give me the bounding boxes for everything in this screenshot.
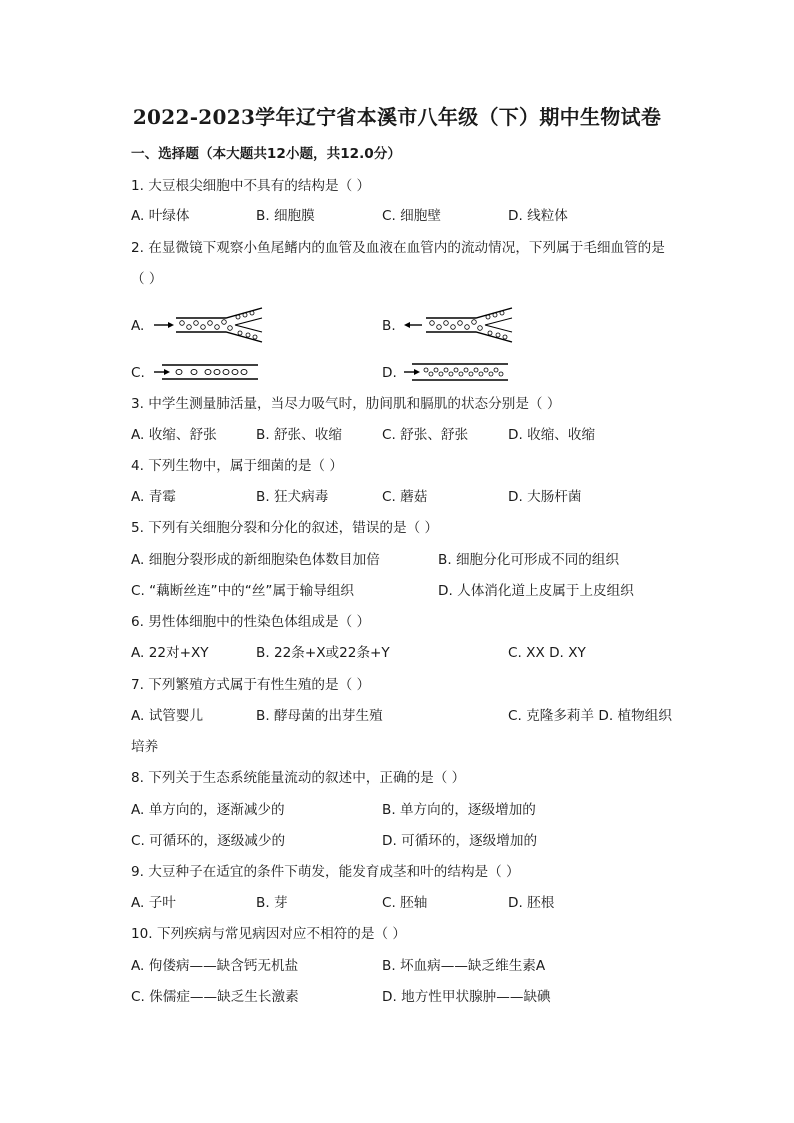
q10-option-b: B. 坏血病——缺乏维生素A <box>382 958 546 974</box>
q1-option-a: A. 叶绿体 <box>131 208 190 224</box>
question-4-stem: 4. 下列生物中，属于细菌的是（ ） <box>131 458 343 474</box>
question-3-stem: 3. 中学生测量肺活量，当尽力吸气时，肋间肌和膈肌的状态分别是（ ） <box>131 396 561 412</box>
q2-option-d: D. <box>382 365 397 381</box>
q6-option-cd: C. XX D. XY <box>508 645 586 661</box>
question-9-stem: 9. 大豆种子在适宜的条件下萌发，能发育成茎和叶的结构是（ ） <box>131 864 520 880</box>
vessel-diagram-b <box>400 305 518 345</box>
q7-option-cd: C. 克隆多莉羊 D. 植物组织 <box>508 708 672 724</box>
q8-option-d: D. 可循环的，逐级增加的 <box>382 833 538 849</box>
q7-option-b: B. 酵母菌的出芽生殖 <box>256 708 383 724</box>
q10-option-c: C. 侏儒症——缺乏生长激素 <box>131 989 299 1005</box>
vessel-diagram-a <box>150 305 268 345</box>
q9-option-a: A. 子叶 <box>131 895 176 911</box>
question-2-stem: 2. 在显微镜下观察小鱼尾鳍内的血管及血液在血管内的流动情况，下列属于毛细血管的是 <box>131 240 665 256</box>
vessel-diagram-d <box>400 360 512 384</box>
q5-option-c: C. “藕断丝连”中的“丝”属于输导组织 <box>131 583 355 599</box>
q2-option-b: B. <box>382 318 396 334</box>
q3-option-c: C. 舒张、舒张 <box>382 427 469 443</box>
q1-option-d: D. 线粒体 <box>508 208 568 224</box>
question-5-stem: 5. 下列有关细胞分裂和分化的叙述，错误的是（ ） <box>131 520 439 536</box>
q7-option-a: A. 试管婴儿 <box>131 708 204 724</box>
section-heading: 一、选择题（本大题共12小题，共12.0分） <box>131 146 401 162</box>
q3-option-d: D. 收缩、收缩 <box>508 427 596 443</box>
question-6-stem: 6. 男性体细胞中的性染色体组成是（ ） <box>131 614 371 630</box>
q8-option-a: A. 单方向的，逐渐减少的 <box>131 802 285 818</box>
q4-option-a: A. 青霉 <box>131 489 176 505</box>
q1-option-c: C. 细胞壁 <box>382 208 441 224</box>
q5-option-a: A. 细胞分裂形成的新细胞染色体数目加倍 <box>131 552 380 568</box>
q10-option-a: A. 佝偻病——缺含钙无机盐 <box>131 958 299 974</box>
q5-option-d: D. 人体消化道上皮属于上皮组织 <box>438 583 634 599</box>
q4-option-b: B. 狂犬病毒 <box>256 489 329 505</box>
q7-option-d-continuation: 培养 <box>131 739 159 755</box>
q4-option-c: C. 蘑菇 <box>382 489 428 505</box>
q6-option-a: A. 22对+XY <box>131 645 209 661</box>
q9-option-d: D. 胚根 <box>508 895 555 911</box>
question-7-stem: 7. 下列繁殖方式属于有性生殖的是（ ） <box>131 677 371 693</box>
q6-option-b: B. 22条+X或22条+Y <box>256 645 390 661</box>
question-2-stem-end: （ ） <box>131 271 163 287</box>
question-8-stem: 8. 下列关于生态系统能量流动的叙述中，正确的是（ ） <box>131 770 466 786</box>
q8-option-b: B. 单方向的，逐级增加的 <box>382 802 536 818</box>
question-10-stem: 10. 下列疾病与常见病因对应不相符的是（ ） <box>131 926 406 942</box>
q5-option-b: B. 细胞分化可形成不同的组织 <box>438 552 620 568</box>
vessel-diagram-c <box>150 360 262 384</box>
q2-option-c: C. <box>131 365 145 381</box>
q8-option-c: C. 可循环的，逐级减少的 <box>131 833 286 849</box>
q3-option-a: A. 收缩、舒张 <box>131 427 217 443</box>
q1-option-b: B. 细胞膜 <box>256 208 315 224</box>
q9-option-b: B. 芽 <box>256 895 288 911</box>
q4-option-d: D. 大肠杆菌 <box>508 489 582 505</box>
q3-option-b: B. 舒张、收缩 <box>256 427 342 443</box>
exam-title: 2022-2023学年辽宁省本溪市八年级（下）期中生物试卷 <box>132 105 662 129</box>
question-1-stem: 1. 大豆根尖细胞中不具有的结构是（ ） <box>131 178 371 194</box>
q2-option-a: A. <box>131 318 145 334</box>
q10-option-d: D. 地方性甲状腺肿——缺碘 <box>382 989 551 1005</box>
q9-option-c: C. 胚轴 <box>382 895 428 911</box>
